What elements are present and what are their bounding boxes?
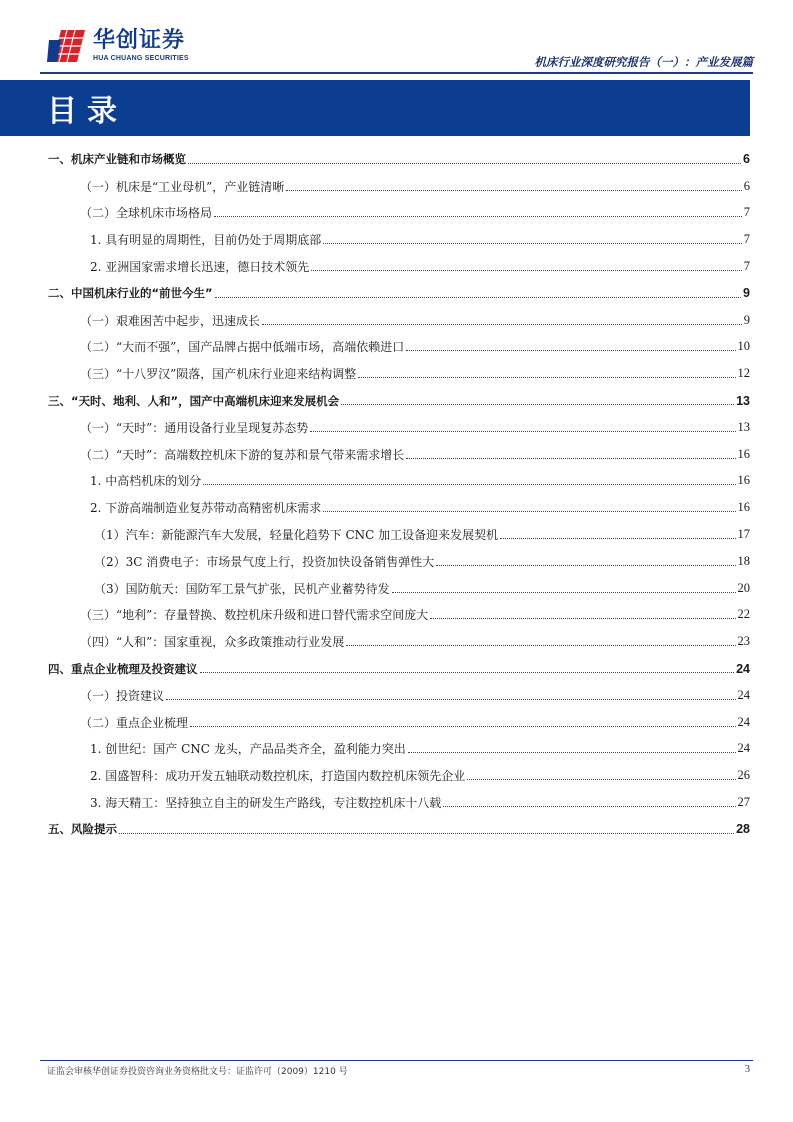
toc-entry-page: 13 [737,419,750,434]
toc-entry[interactable] [48,146,750,173]
toc-entry-title: （二）全球机床市场格局 [80,206,213,221]
toc-entry[interactable] [48,253,750,280]
toc-entry[interactable] [48,602,750,629]
toc-entry[interactable] [48,736,750,763]
toc-entry-title: 1. 创世纪：国产 CNC 龙头，产品品类齐全，盈利能力突出 [90,742,406,757]
toc-entry-page: 13 [736,393,750,408]
toc-entry-title: 2. 国盛智科：成功开发五轴联动数控机床，打造国内数控机床领先企业 [90,769,466,784]
toc-entry-page: 22 [737,607,750,622]
toc-entry-page: 26 [737,768,750,783]
toc-entry-page: 18 [737,553,750,568]
toc-entry[interactable] [48,789,750,816]
toc-entry-title: 1. 具有明显的周期性，目前仍处于周期底部 [90,233,322,248]
toc-entry-title: （一）机床是“工业母机”，产业链清晰 [80,179,285,194]
toc-entry-title: （一）投资建议 [80,688,165,703]
toc-entry-page: 9 [743,286,750,301]
toc-entry-title: （二）“大而不强”，国产品牌占据中低端市场，高端依赖进口 [80,340,405,355]
toc-entry[interactable] [48,200,750,227]
toc-entry-title: （三）“地利”：存量替换、数控机床升级和进口替代需求空间庞大 [80,608,429,623]
toc-entry-title: 一、机床产业链和市场概览 [48,152,186,167]
toc-entry-title: （四）“人和”：国家重视，众多政策推动行业发展 [80,635,345,650]
toc-entry[interactable] [48,762,750,789]
toc-entry-page: 12 [737,366,750,381]
toc-entry-page: 6 [743,178,750,193]
report-title: 机床行业深度研究报告（一）：产业发展篇 [534,55,753,69]
logo-chinese-name: 华创证券 [93,28,186,53]
page-title: 目录 [47,94,127,129]
toc-entry-title: 四、重点企业梳理及投资建议 [48,661,198,676]
toc-entry[interactable] [48,173,750,200]
toc-entry-title: 2. 下游高端制造业复苏带动高精密机床需求 [90,501,322,516]
toc-entry-title: 3. 海天精工：坚持独立自主的研发生产路线，专注数控机床十八载 [90,796,442,811]
toc-entry[interactable] [48,387,750,414]
toc-entry-page: 9 [743,312,750,327]
toc-entry[interactable] [48,307,750,334]
toc-entry-page: 10 [737,339,750,354]
toc-entry-page: 24 [737,741,750,756]
toc-entry-title: 五、风险提示 [48,822,117,837]
header-divider [40,72,753,74]
page-number: 3 [745,1064,750,1075]
toc-entry[interactable] [48,816,750,843]
toc-entry-page: 23 [737,634,750,649]
toc-entry-page: 27 [737,795,750,810]
toc-entry[interactable] [48,628,750,655]
toc-entry-page: 7 [743,259,750,274]
toc-entry[interactable] [48,709,750,736]
toc-entry-page: 7 [743,205,750,220]
table-of-contents [48,146,750,843]
toc-entry[interactable] [48,655,750,682]
toc-entry-page: 28 [736,822,750,837]
toc-entry[interactable] [48,575,750,602]
toc-entry-page: 7 [743,232,750,247]
toc-entry-title: （三）“十八罗汉”陨落，国产机床行业迎来结构调整 [80,367,357,382]
toc-entry[interactable] [48,468,750,495]
toc-entry-page: 24 [736,661,750,676]
logo-english-name: HUA CHUANG SECURITIES [93,55,189,62]
toc-entry-page: 24 [737,714,750,729]
toc-entry-title: （3）国防航天：国防军工景气扩张，民机产业蓄势待发 [94,581,390,596]
footer-divider [40,1060,753,1061]
toc-entry[interactable] [48,414,750,441]
toc-entry-page: 6 [743,152,750,167]
toc-entry[interactable] [48,521,750,548]
toc-entry[interactable] [48,441,750,468]
toc-entry-page: 16 [737,500,750,515]
toc-entry-page: 24 [737,687,750,702]
toc-entry-title: 2. 亚洲国家需求增长迅速，德日技术领先 [90,260,310,275]
license-statement: 证监会审核华创证券投资咨询业务资格批文号：证监许可（2009）1210 号 [47,1067,348,1077]
toc-entry-page: 17 [737,527,750,542]
toc-entry[interactable] [48,682,750,709]
toc-entry-page: 16 [737,446,750,461]
toc-entry[interactable] [48,226,750,253]
toc-entry-title: （一）艰难困苦中起步，迅速成长 [80,313,261,328]
toc-entry-title: （2）3C 消费电子：市场景气度上行，投资加快设备销售弹性大 [94,554,435,569]
toc-entry[interactable] [48,494,750,521]
toc-entry-title: （二）重点企业梳理 [80,715,189,730]
toc-entry-title: 二、中国机床行业的“前世今生” [48,286,213,301]
toc-entry[interactable] [48,334,750,361]
toc-entry-page: 20 [737,580,750,595]
toc-entry[interactable] [48,360,750,387]
toc-entry-title: （一）“天时”：通用设备行业呈现复苏态势 [80,420,309,435]
logo-mark-icon [47,28,87,64]
toc-entry[interactable] [48,548,750,575]
company-logo [47,28,189,64]
toc-banner [0,80,750,136]
toc-entry-title: （1）汽车：新能源汽车大发展，轻量化趋势下 CNC 加工设备迎来发展契机 [94,528,499,543]
toc-entry-title: 1. 中高档机床的划分 [90,474,202,489]
toc-entry[interactable] [48,280,750,307]
toc-entry-title: 三、“天时、地利、人和”，国产中高端机床迎来发展机会 [48,393,340,408]
toc-entry-page: 16 [737,473,750,488]
toc-entry-title: （二）“天时”：高端数控机床下游的复苏和景气带来需求增长 [80,447,405,462]
